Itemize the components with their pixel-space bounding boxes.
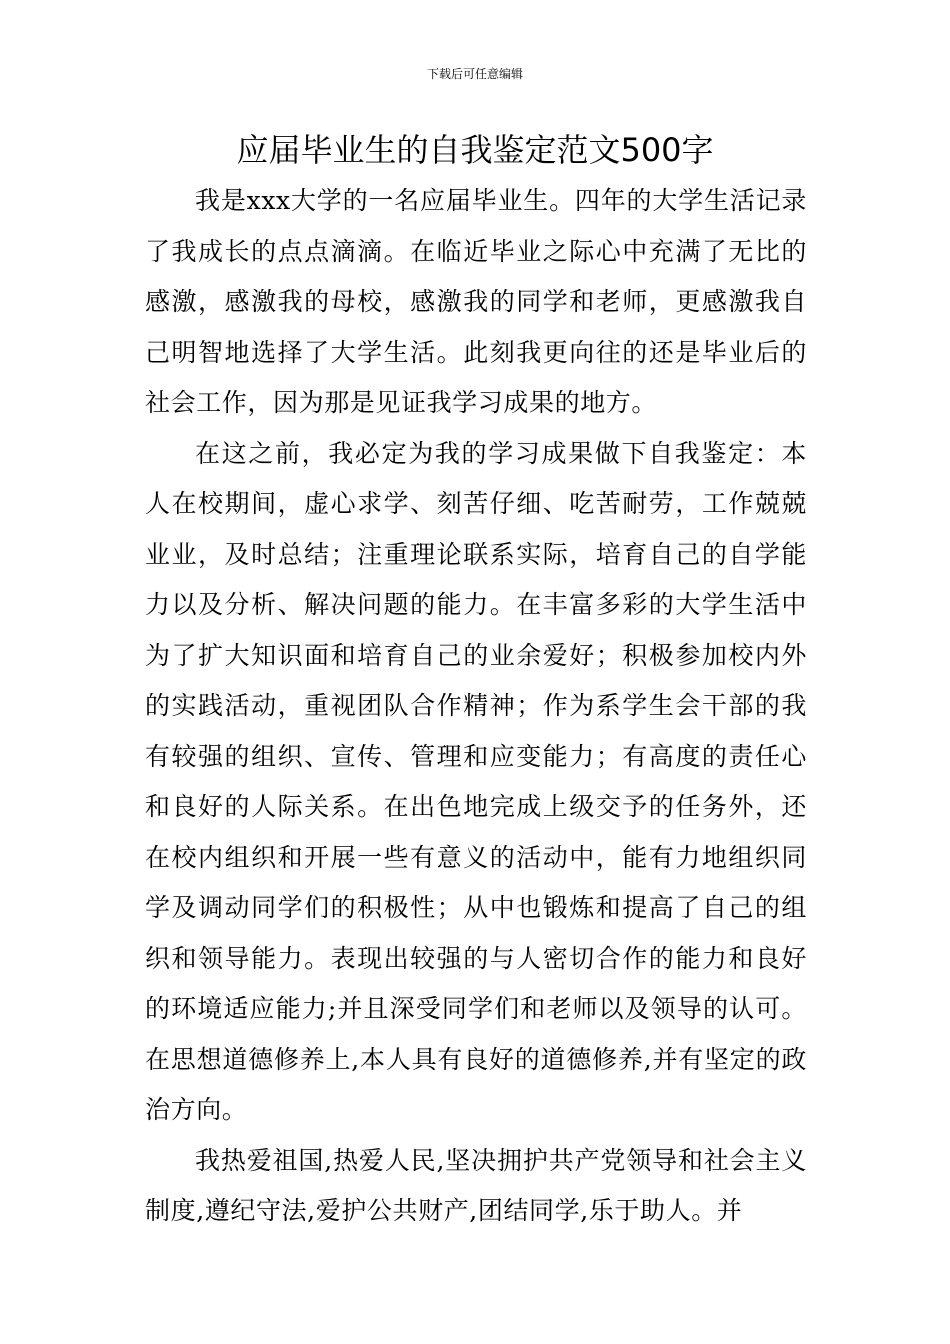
paragraph-1: 我是xxx大学的一名应届毕业生。四年的大学生活记录了我成长的点点滴滴。在临近毕业之际心中充满了无比的感激，感激我的母校，感激我的同学和老师，更感激我自己明智地选择了大学生活。此刻我更向往的还是毕业后的社会工作，因为那是见证我学习成果的地方。 [145, 186, 807, 417]
header-note: 下载后可任意编辑 [426, 67, 523, 81]
paragraph-2: 在这之前，我必定为我的学习成果做下自我鉴定：本人在校期间，虚心求学、刻苦仔细、吃苦耐劳，工作兢兢业业，及时总结；注重理论联系实际，培育自己的自学能力以及分析、解决问题的能力。在丰富多彩的大学生活中为了扩大知识面和培育自己的业余爱好；积极参加校内外的实践活动，重视团队合作精神；作为系学生会干部的我有较强的组织、宣传、管理和应变能力；有高度的责任心和良好的人际关系。在出色地完成上级交予的任务外，还在校内组织和开展一些有意义的活动中，能有力地组织同学及调动同学们的积极性；从中也锻炼和提高了自己的组织和领导能力。表现出较强的与人密切合作的能力和良好的环境适应能力;并且深受同学们和老师以及领导的认可。在思想道德修养上,本人具有良好的道德修养,并有坚定的政治方向。 [145, 438, 807, 1124]
document-title: 应届毕业生的自我鉴定范文500字 [236, 131, 714, 169]
paragraph-3: 我热爱祖国,热爱人民,坚决拥护共产党领导和社会主义制度,遵纪守法,爱护公共财产,团结同学,乐于助人。并 [145, 1145, 807, 1225]
document-body [145, 176, 807, 1237]
